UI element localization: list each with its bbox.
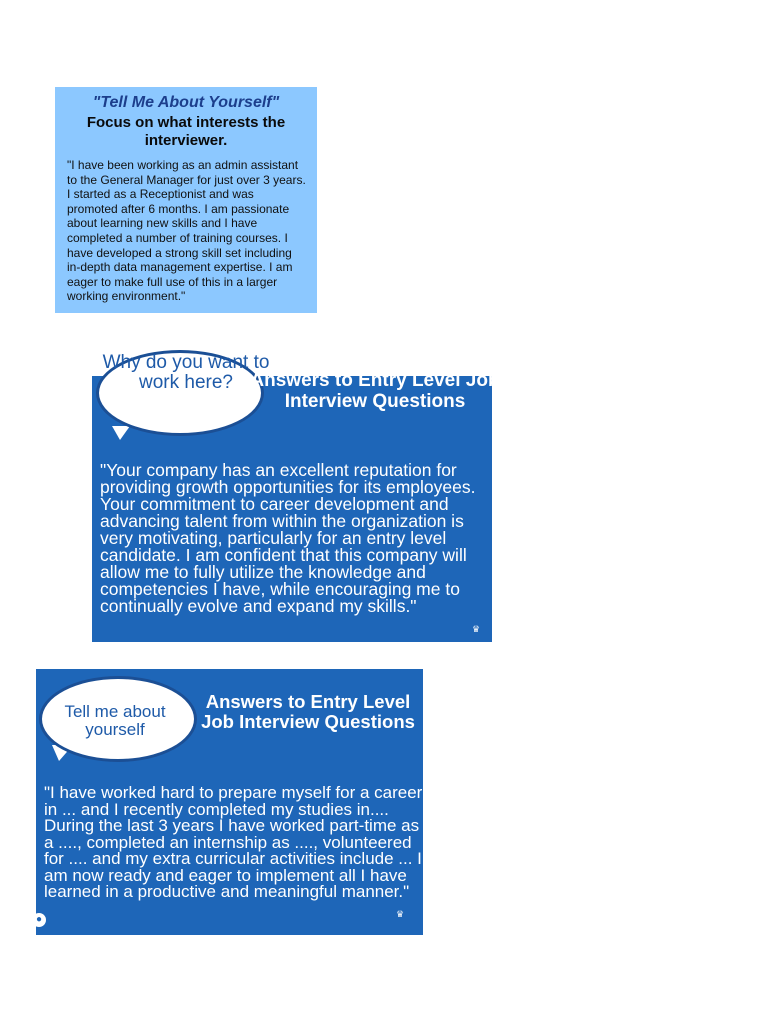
tell-me-about-yourself-card (55, 87, 317, 313)
card1-title: "Tell Me About Yourself" (92, 94, 280, 111)
tell-me-about-yourself-answer-card (36, 669, 423, 935)
card3-body: "I have worked hard to prepare myself for a career in ... and I recently completed my studies in.... During the last 3 years I have worked part-time as a ...., completed an internship as ...., volunteered for .... and my extra curricular activities include ... I am now ready and eager to implement all I have learned in a productive and meaningful manner." (44, 783, 423, 901)
card3-heading: Answers to Entry Level Job Interview Questions (201, 691, 415, 732)
card1-body: "I have been working as an admin assistant to the General Manager for just over 3 years. I started as a Receptionist and was promoted after 6 months. I am passionate about learning new skills and I have completed a number of training courses. I have developed a strong skill set including in-depth data management expertise. I am eager to make full use of this in a larger working environment." (67, 158, 306, 304)
best-job-interview-logo-icon: ♛ (395, 909, 405, 919)
bubble-question: Why do you want to work here? (102, 352, 270, 393)
card2-heading: Answers to Entry Level Job Interview Questions (250, 370, 500, 412)
speech-bubble-tail (112, 426, 130, 440)
card2-body: "Your company has an excellent reputation for providing growth opportunities for its employees. Your commitment to career development and advancing talent from within the organization is very motivating, particularly for an entry level candidate. I am confident that this company will allow me to fully utilize the knowledge and competencies I have, while encouraging me to continually evolve and expand my skills." (100, 460, 476, 616)
card1-subtitle: Focus on what interests the interviewer. (86, 114, 286, 149)
corner-badge-icon: ● (32, 913, 46, 927)
why-work-here-card (92, 352, 500, 642)
speech-bubble (96, 350, 270, 436)
bubble-question: Tell me about yourself (64, 702, 166, 739)
best-job-interview-logo-icon: ♛ (471, 624, 481, 634)
